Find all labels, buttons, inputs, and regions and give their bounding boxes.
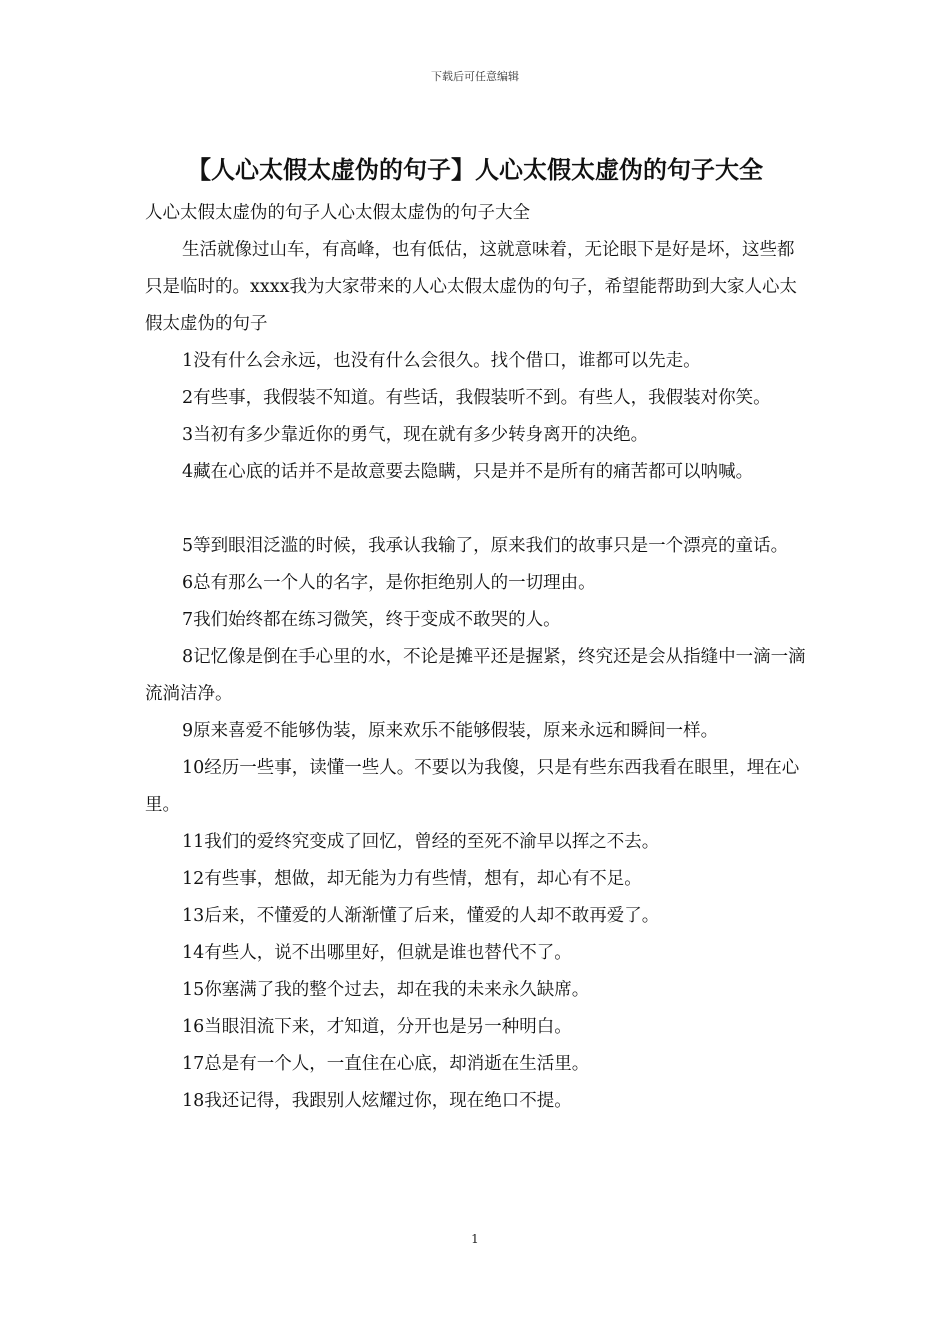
sentence-item: 2有些事，我假装不知道。有些话，我假装听不到。有些人，我假装对你笑。 bbox=[182, 388, 771, 408]
sentence-item: 13后来，不懂爱的人渐渐懂了后来，懂爱的人却不敢再爱了。 bbox=[182, 906, 660, 926]
document-title: 【人心太假太虚伪的句子】人心太假太虚伪的句子大全 bbox=[187, 155, 763, 184]
sentence-item: 11我们的爱终究变成了回忆，曾经的至死不渝早以挥之不去。 bbox=[182, 832, 660, 852]
blank-line bbox=[145, 491, 810, 528]
sentence-item: 3当初有多少靠近你的勇气，现在就有多少转身离开的决绝。 bbox=[182, 425, 649, 445]
document-subtitle: 人心太假太虚伪的句子人心太假太虚伪的句子大全 bbox=[145, 203, 530, 223]
sentence-item: 10经历一些事，读懂一些人。不要以为我傻，只是有些东西我看在眼里，埋在心里。 bbox=[145, 758, 800, 815]
header-note: 下载后可任意编辑 bbox=[431, 70, 519, 83]
sentence-item: 17总是有一个人，一直住在心底，却消逝在生活里。 bbox=[182, 1054, 590, 1074]
sentence-item: 15你塞满了我的整个过去，却在我的未来永久缺席。 bbox=[182, 980, 590, 1000]
sentence-item: 4藏在心底的话并不是故意要去隐瞒，只是并不是所有的痛苦都可以呐喊。 bbox=[182, 462, 754, 482]
sentence-item: 18我还记得，我跟别人炫耀过你，现在绝口不提。 bbox=[182, 1091, 572, 1111]
document-body bbox=[145, 195, 810, 1120]
sentence-item: 12有些事，想做，却无能为力有些情，想有，却心有不足。 bbox=[182, 869, 642, 889]
sentence-item: 7我们始终都在练习微笑，终于变成不敢哭的人。 bbox=[182, 610, 561, 630]
intro-paragraph: 生活就像过山车，有高峰，也有低估，这就意味着，无论眼下是好是坏，这些都只是临时的。xxxx我为大家带来的人心太假太虚伪的句子，希望能帮助到大家人心太假太虚伪的句子 bbox=[145, 240, 797, 334]
sentence-item: 9原来喜爱不能够伪装，原来欢乐不能够假装，原来永远和瞬间一样。 bbox=[182, 721, 719, 741]
sentence-item: 14有些人，说不出哪里好，但就是谁也替代不了。 bbox=[182, 943, 572, 963]
page-number: 1 bbox=[471, 1232, 479, 1246]
sentence-item: 8记忆像是倒在手心里的水，不论是摊平还是握紧，终究还是会从指缝中一滴一滴流淌洁净。 bbox=[145, 647, 806, 704]
sentence-item: 5等到眼泪泛滥的时候，我承认我输了，原来我们的故事只是一个漂亮的童话。 bbox=[182, 536, 789, 556]
sentence-item: 16当眼泪流下来，才知道，分开也是另一种明白。 bbox=[182, 1017, 572, 1037]
sentence-item: 1没有什么会永远，也没有什么会很久。找个借口，谁都可以先走。 bbox=[182, 351, 701, 371]
sentence-item: 6总有那么一个人的名字，是你拒绝别人的一切理由。 bbox=[182, 573, 596, 593]
